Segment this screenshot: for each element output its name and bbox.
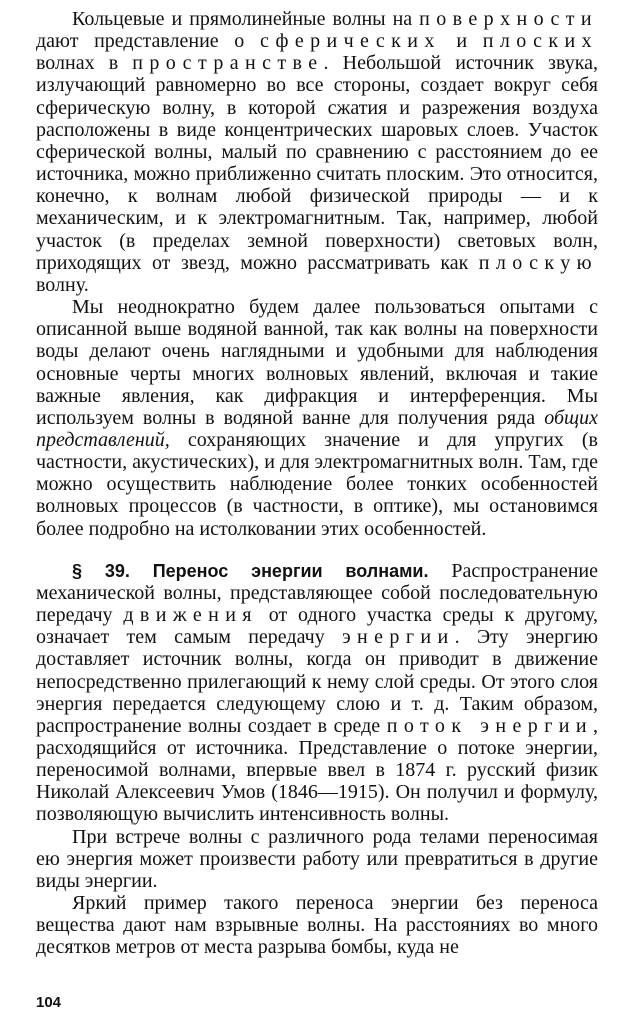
text-run: волнах в [36,52,133,75]
paragraph-blast-waves: Яркий пример такого переноса энергии без переноса вещества дают нам взрывные волны. На расстояниях во много десятков метров от места разрыва бомбы, куда не [36,892,598,959]
text-run: , расходящийся от источника. Представление о потоке энергии, переносимой волнами, впервые ввел в 1874 г. русский физик Николай Алексеевич Умов (1846—1915). Он получил и формулу, позволяющую вычислить интенсивность волны. [36,714,599,826]
paragraph-water-bath [36,296,598,540]
text-run: волну. [36,273,89,296]
section-heading: § 39. Перенос энергии волнами. [72,560,429,581]
text-run: от одного участка среды к другому, означает тем самым передачу [36,604,598,649]
italic-emphasis: общих представлений, [36,406,598,451]
text-run: и [440,30,483,53]
spaced-emphasis: движения [123,604,258,627]
section-39-paragraph [36,560,598,826]
spaced-emphasis: плоских [482,30,598,53]
text-run: Мы неоднократно будем далее пользоваться опытами с описанной выше водяной ванной, так как волны на поверхности воды делают очень наглядными и удобными для наблюдения основные черты многих волновых явлений, включая и такие важные явления, как дифракция и интерференция. Мы используем волны в водяной ванне для получения ряда [36,296,598,429]
text-run: . Эту энергию доставляет источник волны, когда он приводит в движение непосредственно прилегающий к нему слой среды. От этого слоя энергия передается следующему слою и т. д. Таким образом, распространение волны создает в среде [36,626,598,737]
page-number: 104 [36,994,62,1011]
text-run: сохраняющих значение и для упругих (в частности, акустических), и для электромагнитных волн. Там, где можно осуществить наблюдение более тонких особенностей волновых процессов (в частности, в оптике), мы остановимся более подробно на истолковании этих особенностей. [36,428,598,540]
text-run: Распространение механической волны, представляющее собой последовательную передачу [36,559,598,627]
paragraph-energy-conversion: При встрече волны с различного рода телами переносимая ею энергия может произвести работу или превратиться в другие виды энергии. [36,825,598,892]
spaced-emphasis: сферических [259,30,441,53]
spaced-emphasis: поток энергии [386,714,594,737]
spaced-emphasis: плоскую [478,251,598,274]
book-page [36,8,598,959]
text-run: . Небольшой источник звука, излучающий равномерно во все стороны, создает вокруг себя сферическую волну, в которой сжатия и разрежения воздуха расположены в виде концентрических шаровых слоев. Участок сферической волны, малый по сравнению с расстоянием до ее источника, можно приближенно считать плоским. Это относится, конечно, к волнам любой физической природы — и к механическим, и к электромагнитным. Так, например, любой участок (в пределах земной поверхности) световых волн, приходящих от звезд, можно рассматривать как [36,52,599,274]
spaced-emphasis: энергии [342,626,455,649]
spaced-emphasis: поверхности [419,8,598,30]
text-run: дают представление о [36,30,260,53]
paragraph-waves-intro [36,8,598,296]
text-run: Кольцевые и прямолинейные волны на [72,8,420,30]
spaced-emphasis: пространстве [132,52,324,75]
